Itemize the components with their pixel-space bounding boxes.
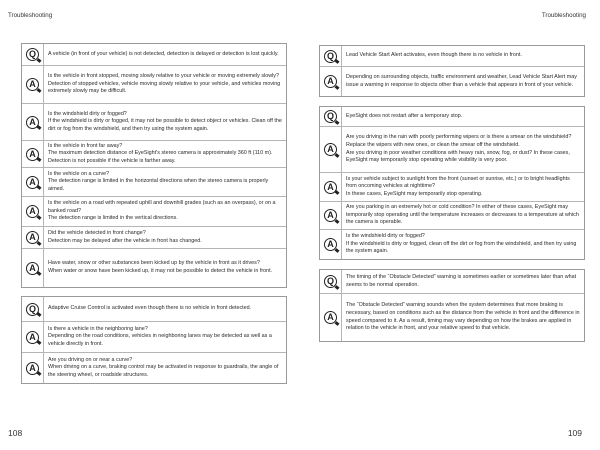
answer-text: Are you parking in an extremely hot or cold condition? In either of these cases, EyeSight may temporarily stop operating until the temperature increases or decreases to a temperature at which the camera is operable.	[346, 204, 579, 226]
answer-badge-icon: A	[324, 75, 337, 88]
answer-row	[22, 226, 286, 248]
question-badge-icon: Q	[324, 110, 337, 123]
answer-badge-icon: A	[26, 148, 39, 161]
answer-text: Is there a vehicle in the neighboring lane? Depending on the road conditions, vehicles in neighboring lanes may be detected as well as a vehicle directly in front.	[48, 325, 272, 347]
question-row	[22, 44, 286, 65]
right-page	[300, 0, 600, 450]
answer-row	[22, 65, 286, 103]
answer-row	[320, 201, 584, 229]
question-badge-icon: Q	[324, 50, 337, 63]
question-text: Adaptive Cruise Control is activated even though there is no vehicle in front detected.	[48, 305, 252, 312]
question-row	[320, 270, 584, 293]
answer-badge-icon: A	[26, 362, 39, 375]
answer-text: Are you driving on or near a curve? When driving on a curve, braking control may be activated in response to guardrails, the angle of the steering wheel, or roadside structures.	[48, 356, 279, 378]
answer-badge-icon: A	[26, 205, 39, 218]
question-text: EyeSight does not restart after a temporary stop.	[346, 112, 463, 119]
answer-row	[320, 172, 584, 201]
answer-row	[320, 229, 584, 259]
question-badge-icon: Q	[324, 275, 337, 288]
answer-text: Is your vehicle subject to sunlight from the front (sunset or sunrise, etc.) or to bright headlights from oncoming vehicles at nighttime? In these cases, EyeSight may temporarily stop operating.	[346, 175, 570, 197]
answer-text: The “Obstacle Detected” warning sounds when the system determines that more braking is necessary, based on conditions such as the distance from the vehicle in front and the difference in speed compared to it. As a result, timing may vary depending on how the brakes are applied in relation to the vehicle in front, and your relative speed to that vehicle.	[346, 302, 580, 332]
left-page-content	[21, 43, 287, 391]
answer-row	[320, 293, 584, 341]
question-badge-icon: Q	[26, 48, 39, 61]
answer-row	[320, 126, 584, 172]
answer-badge-icon: A	[26, 116, 39, 129]
answer-text: Are you driving in the rain with poorly performing wipers or is there a smear on the windshield? Replace the wipers with new ones, or clean the smear off the windshield. Are you driving in poor weather conditions with heavy rain, snow, fog, or dust? In these cases, EyeSight may temporarily stop operating while visibility is very poor.	[346, 134, 572, 164]
answer-text: Is the vehicle on a curve? The detection range is limited in the horizontal directions when the stereo camera is properly aimed.	[48, 170, 269, 192]
answer-badge-icon: A	[26, 78, 39, 91]
answer-badge-icon: A	[324, 238, 337, 251]
answer-text: Is the vehicle in front stopped, moving slowly relative to your vehicle or moving extremely slowly? Detection of stopped vehicles, vehicle moving slowly relative to your vehicle, and vehicles moving extremely slowly may be difficult.	[48, 73, 281, 95]
qa-block-lead-vehicle-alert	[319, 45, 585, 97]
question-badge-icon: Q	[26, 303, 39, 316]
answer-text: Have water, snow or other substances been kicked up by the vehicle in front as it drives? When water or snow have been kicked up, it may not be possible to detect the vehicle in front.	[48, 260, 273, 274]
answer-row	[22, 352, 286, 383]
qa-block-acc-no-vehicle	[21, 296, 287, 384]
answer-badge-icon: A	[26, 331, 39, 344]
right-page-header: Troubleshooting	[541, 12, 586, 19]
question-text: Lead Vehicle Start Alert activates, even though there is no vehicle in front.	[346, 52, 522, 59]
question-row	[320, 107, 584, 126]
answer-text: Did the vehicle detected in front change? Detection may be delayed after the vehicle in front has changed.	[48, 229, 202, 244]
answer-text: Is the vehicle in front far away? The maximum detection distance of EyeSight's stereo camera is approximately 360 ft (110 m). Detection is not possible if the vehicle is farther away.	[48, 142, 273, 164]
answer-row	[22, 321, 286, 352]
answer-badge-icon: A	[324, 209, 337, 222]
answer-row	[22, 103, 286, 140]
left-page-number: 108	[8, 428, 23, 438]
answer-text: Is the windshield dirty or fogged? If the windshield is dirty or fogged, it may not be possible to detect object or vehicles. Clean off the dirt or fog from the windshield, and then try using the system again.	[48, 110, 282, 132]
answer-text: Is the windshield dirty or fogged? If the windshield is dirty or fogged, clean off the dirt or fog from the windshield, and then try using the system again.	[346, 233, 577, 255]
question-text: A vehicle (in front of your vehicle) is not detected, detection is delayed or detection is lost quickly.	[48, 50, 279, 57]
answer-row	[22, 140, 286, 167]
question-text: The timing of the “Obstacle Detected” warning is sometimes earlier or sometimes later than what seems to be normal operation.	[346, 273, 577, 288]
question-row	[320, 46, 584, 66]
right-page-content	[319, 45, 585, 349]
question-row	[22, 297, 286, 321]
qa-block-obstacle-warning-timing	[319, 269, 585, 342]
qa-block-undetected-vehicle	[21, 43, 287, 288]
answer-row	[22, 248, 286, 287]
answer-badge-icon: A	[324, 181, 337, 194]
answer-row	[22, 196, 286, 226]
answer-row	[320, 66, 584, 96]
answer-badge-icon: A	[324, 311, 337, 324]
answer-text: Is the vehicle on a road with repeated uphill and downhill grades (such as an overpass), or on a banked road? The detection range is limited in the vertical directions.	[48, 200, 276, 222]
answer-badge-icon: A	[26, 231, 39, 244]
right-page-number: 109	[567, 428, 582, 438]
answer-badge-icon: A	[26, 262, 39, 275]
answer-row	[22, 167, 286, 196]
qa-block-eyesight-restart	[319, 106, 585, 260]
left-page-header: Troubleshooting	[8, 12, 53, 19]
answer-text: Depending on surrounding objects, traffic environment and weather, Lead Vehicle Start Alert may issue a warning in response to objects other than a vehicle that appears in front of your vehicle.	[346, 73, 577, 88]
answer-badge-icon: A	[26, 176, 39, 189]
answer-badge-icon: A	[324, 143, 337, 156]
